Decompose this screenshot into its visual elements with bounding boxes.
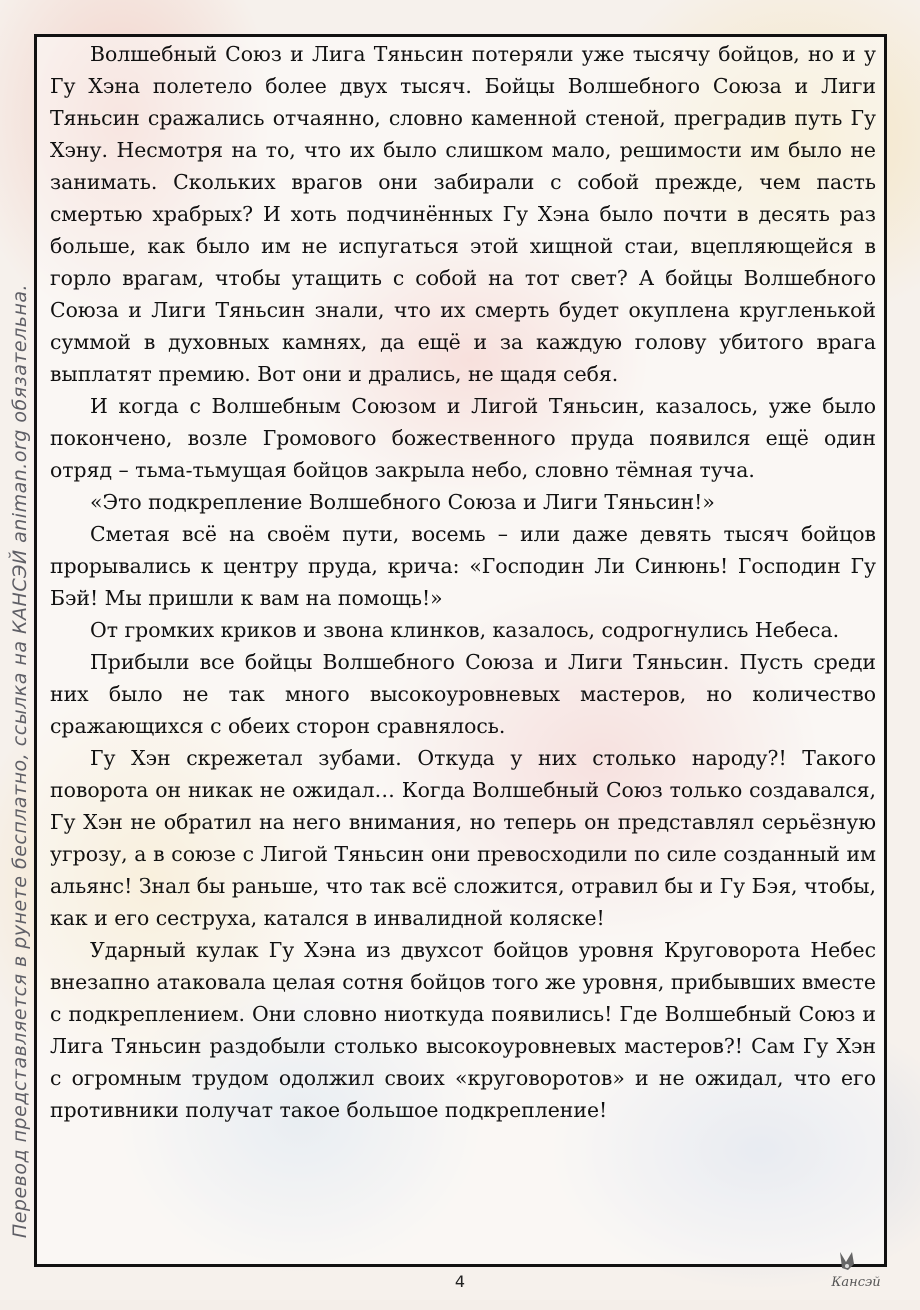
paragraph: Ударный кулак Гу Хэна из двухсот бойцов уровня Круговорота Небес внезапно атаковала целая сотня бойцов того же уровня, прибывших вместе с подкреплением. Они словно ниоткуда появились! Где Волшебный Союз и Лига Тяньсин раздобыли столько высокоуровневых мастеров?! Сам Гу Хэн с огромным трудом одолжил своих «круговоротов» и не ожидал, что его противники получат такое большое подкрепление! — [50, 938, 876, 1122]
logo-text: Кансэй — [831, 1275, 881, 1290]
paragraph: Волшебный Союз и Лига Тяньсин потеряли уже тысячу бойцов, но и у Гу Хэна полетело более двух тысяч. Бойцы Волшебного Союза и Лиги Тяньсин сражались отчаянно, словно каменной стеной, преградив путь Гу Хэну. Несмотря на то, что их было слишком мало, решимости им было не занимать. Скольких врагов они забирали с собой прежде, чем пасть смертью храбрых? И хоть подчинённых Гу Хэна было почти в десять раз больше, как было им не испугаться этой хищной стаи, вцепляющейся в горло врагам, чтобы утащить с собой на тот свет? А бойцы Волшебного Союза и Лиги Тяньсин знали, что их смерть будет окуплена кругленькой суммой в духовных камнях, да ещё и за каждую голову убитого врага выплатят премию. Вот они и дрались, не щадя себя. — [50, 42, 876, 386]
paragraph: Сметая всё на своём пути, восемь – или даже девять тысяч бойцов прорывались к центру пруда, крича: «Господин Ли Синюнь! Господин Гу Бэй! Мы пришли к вам на помощь!» — [50, 522, 876, 610]
paragraph: И когда с Волшебным Союзом и Лигой Тяньсин, казалось, уже было покончено, возле Громового божественного пруда появился ещё один отряд – тьма-тьмущая бойцов закрыла небо, словно тёмная туча. — [50, 394, 876, 482]
kansei-logo — [826, 1248, 886, 1292]
side-note-text: Перевод представляется в рунете бесплатно, ссылка на КАНСЭЙ animan.org обязательна. — [9, 283, 32, 1239]
side-note — [2, 230, 38, 1310]
paragraph: Гу Хэн скрежетал зубами. Откуда у них столько народу?! Такого поворота он никак не ожидал… Когда Волшебный Союз только создавался, Гу Хэн не обратил на него внимания, но теперь он представлял серьёзную угрозу, а в союзе с Лигой Тяньсин они превосходили по силе созданный им альянс! Знал бы раньше, что так всё сложится, отравил бы и Гу Бэя, чтобы, как и его сеструха, катался в инвалидной коляске! — [50, 746, 876, 930]
paragraph: От громких криков и звона клинков, казалось, содрогнулись Небеса. — [90, 618, 840, 642]
page-text — [50, 38, 876, 1126]
paragraph: Прибыли все бойцы Волшебного Союза и Лиги Тяньсин. Пусть среди них было не так много высокоуровневых мастеров, но количество сражающихся с обеих сторон сравнялось. — [50, 650, 876, 738]
paragraph: «Это подкрепление Волшебного Союза и Лиги Тяньсин!» — [90, 490, 715, 514]
page-number: 4 — [454, 1272, 466, 1291]
